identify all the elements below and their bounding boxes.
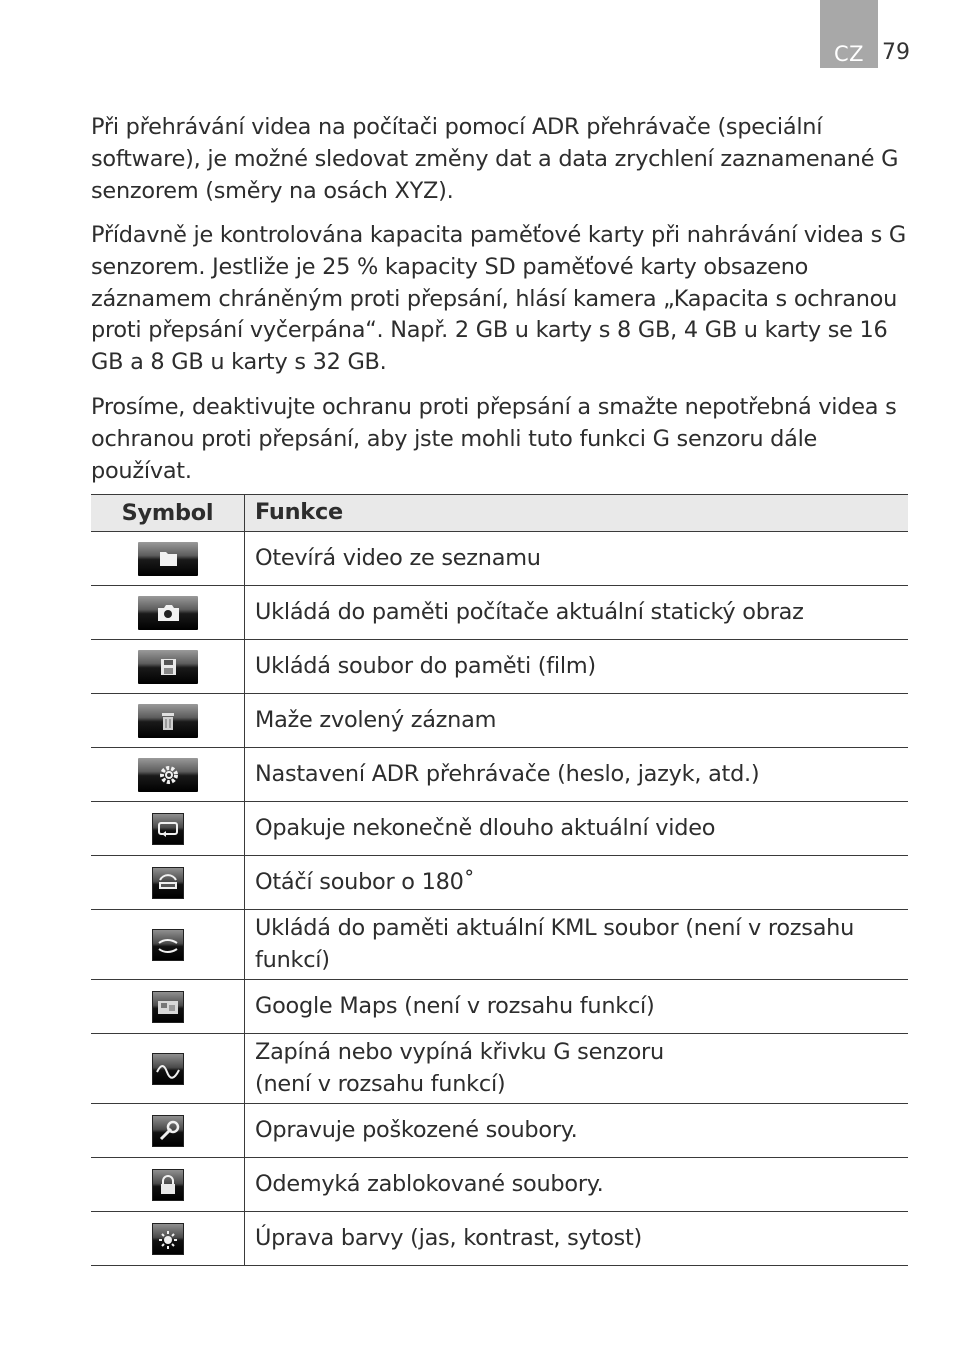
function-text: Ukládá do paměti počítače aktuální statický obraz <box>245 586 909 640</box>
table-row <box>91 856 908 910</box>
trash-icon <box>138 704 198 738</box>
table-row <box>91 910 908 980</box>
function-text: Otevírá video ze seznamu <box>245 532 909 586</box>
map-icon <box>152 991 184 1023</box>
paragraph-instruction: Prosíme, deaktivujte ochranu proti přepsání a smažte nepotřebná videa s ochranou proti přepsání, aby jste mohli tuto funkci G senzoru dále používat. <box>91 394 897 484</box>
function-text: Maže zvolený záznam <box>245 694 909 748</box>
header-symbol: Symbol <box>91 495 245 532</box>
table-row <box>91 802 908 856</box>
function-text: Ukládá do paměti aktuální KML soubor (není v rozsahu funkcí) <box>245 910 909 980</box>
table-row <box>91 640 908 694</box>
camera-icon <box>138 596 198 630</box>
gear-icon <box>138 758 198 792</box>
function-text: Ukládá soubor do paměti (film) <box>245 640 909 694</box>
kml-icon <box>152 929 184 961</box>
wave-icon <box>152 1053 184 1085</box>
brightness-icon <box>152 1223 184 1255</box>
language-label: CZ <box>833 42 865 66</box>
table-row <box>91 748 908 802</box>
function-text: Odemyká zablokované soubory. <box>245 1158 909 1212</box>
folder-icon <box>138 542 198 576</box>
save-icon <box>138 650 198 684</box>
table-row <box>91 1158 908 1212</box>
table-header-row <box>91 495 908 532</box>
rotate-180-icon <box>152 867 184 899</box>
page-number: 79 <box>882 40 910 65</box>
table-row <box>91 980 908 1034</box>
wrench-icon <box>152 1115 184 1147</box>
function-text: Opravuje poškozené soubory. <box>245 1104 909 1158</box>
table-row <box>91 694 908 748</box>
function-text: Otáčí soubor o 180˚ <box>245 856 909 910</box>
paragraph-intro: Při přehrávání videa na počítači pomocí ADR přehrávače (speciální software), je možné sledovat změny dat a data zrychlení zaznamenané G senzorem (směry na osách XYZ). <box>91 114 899 204</box>
function-text: Úprava barvy (jas, kontrast, sytost) <box>245 1212 909 1266</box>
paragraph-capacity: Přídavně je kontrolována kapacita paměťové karty při nahrávání videa s G senzorem. Jestliže je 25 % kapacity SD paměťové karty obsazeno záznamem chráněným proti přepsání, hlásí kamera „Kapacita s ochranou proti přepsání vyčerpána“. Např. 2 GB u karty s 8 GB, 4 GB u karty se 16 GB a 8 GB u karty s 32 GB. <box>91 222 906 376</box>
function-text: Opakuje nekonečně dlouho aktuální video <box>245 802 909 856</box>
table-row <box>91 1034 908 1104</box>
repeat-icon <box>152 813 184 845</box>
language-tab <box>820 0 878 68</box>
table-row <box>91 586 908 640</box>
function-text: Google Maps (není v rozsahu funkcí) <box>245 980 909 1034</box>
function-text: Zapíná nebo vypíná křivku G senzoru (není v rozsahu funkcí) <box>245 1034 909 1104</box>
function-text: Nastavení ADR přehrávače (heslo, jazyk, atd.) <box>245 748 909 802</box>
table-row <box>91 1104 908 1158</box>
table-row <box>91 532 908 586</box>
header-function: Funkce <box>245 495 909 532</box>
table-row <box>91 1212 908 1266</box>
symbol-function-table <box>91 494 908 1266</box>
lock-icon <box>152 1169 184 1201</box>
